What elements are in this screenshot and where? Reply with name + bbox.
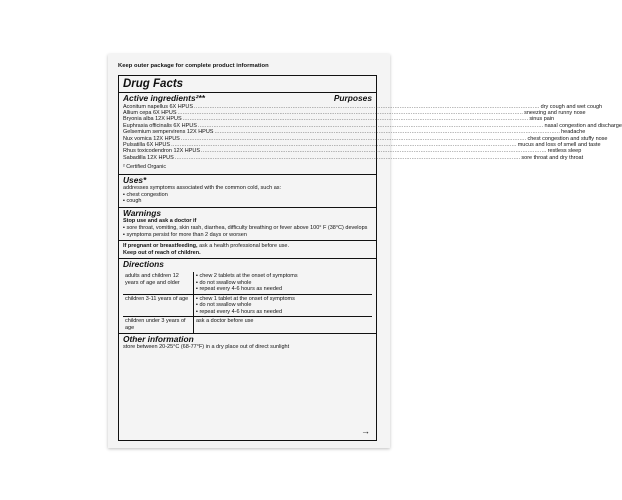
ingredient-name: Bryonia alba 12X HPUS bbox=[123, 116, 182, 123]
uses-intro: addresses symptoms associated with the common cold, such as: bbox=[123, 185, 282, 192]
directions-instructions bbox=[194, 272, 373, 294]
directions-heading: Directions bbox=[123, 259, 164, 270]
package-note: Keep outer package for complete product information bbox=[118, 63, 269, 69]
ingredient-name: Aconitum napellus 6X HPUS bbox=[123, 103, 194, 110]
ask-doctor-heading: Stop use and ask a doctor if bbox=[123, 218, 197, 225]
dot-leader: ........................................................................................................................................................................................................ bbox=[201, 148, 547, 155]
ingredient-purpose: sneezing and runny nose bbox=[524, 109, 586, 116]
directions-table bbox=[123, 272, 372, 333]
ingredient-name: Nux vomica 12X HPUS bbox=[123, 135, 180, 142]
purposes-heading: Purposes bbox=[333, 93, 372, 103]
divider bbox=[119, 240, 376, 241]
direction-item: ▪ chew 1 tablet at the onset of symptoms bbox=[196, 295, 295, 302]
other-information-heading: Other information bbox=[123, 333, 194, 344]
directions-age-group: adults and children 12 years of age and older bbox=[123, 272, 194, 294]
ingredient-name: Sabadilla 12X HPUS bbox=[123, 154, 174, 161]
pregnancy-warning-text: ask a health professional before use. bbox=[197, 243, 289, 250]
dot-leader: ........................................................................................................................................................................................................ bbox=[171, 141, 517, 148]
product-package-panel bbox=[108, 54, 622, 448]
ingredient-name: Rhus toxicodendron 12X HPUS bbox=[123, 148, 201, 155]
pregnancy-warning-bold: If pregnant or breastfeeding, bbox=[123, 243, 198, 250]
directions-row bbox=[123, 294, 372, 317]
directions-instructions bbox=[194, 317, 373, 333]
ingredient-name: Allium cepa 6X HPUS bbox=[123, 109, 177, 116]
dot-leader: ........................................................................................................................................................................................................ bbox=[194, 103, 540, 110]
directions-age-group: children 3-11 years of age bbox=[123, 294, 194, 317]
dot-leader: ........................................................................................................................................................................................................ bbox=[177, 109, 524, 116]
keep-out-of-reach: Keep out of reach of children. bbox=[123, 249, 201, 256]
ingredient-purpose: sinus pain bbox=[529, 116, 555, 123]
warnings-heading: Warnings bbox=[123, 207, 162, 218]
ingredient-purpose: restless sleep bbox=[547, 148, 582, 155]
direction-item: ask a doctor before use bbox=[196, 318, 254, 325]
active-ingredients-heading: Active ingredients²** bbox=[123, 93, 205, 103]
ingredient-name: Gelsemium sempervirens 12X HPUS bbox=[123, 129, 214, 136]
ingredient-row bbox=[123, 154, 584, 161]
direction-item: ▪ chew 2 tablets at the onset of symptoms bbox=[196, 272, 298, 279]
dot-leader: ........................................................................................................................................................................................................ bbox=[197, 122, 544, 129]
direction-item: ▪ repeat every 4-6 hours as needed bbox=[196, 286, 283, 293]
direction-item: ▪ do not swallow whole bbox=[196, 279, 252, 286]
ingredient-name: Euphrasia officinalis 6X HPUS bbox=[123, 122, 197, 129]
directions-row bbox=[123, 317, 372, 333]
drug-facts-panel bbox=[118, 75, 622, 441]
divider bbox=[119, 174, 376, 175]
dot-leader: ........................................................................................................................................................................................................ bbox=[174, 154, 521, 161]
pregnancy-warning bbox=[123, 243, 372, 250]
directions-instructions bbox=[194, 294, 373, 317]
active-ingredients-list bbox=[123, 103, 622, 162]
ingredient-purpose: chest congestion and stuffy nose bbox=[527, 135, 608, 142]
ingredient-name: Pulsatilla 6X HPUS bbox=[123, 141, 171, 148]
direction-item: ▪ repeat every 4-6 hours as needed bbox=[196, 308, 283, 315]
dot-leader: ........................................................................................................................................................................................................ bbox=[180, 135, 527, 142]
uses-heading: Uses* bbox=[123, 174, 147, 185]
uses-item: ▪ cough bbox=[123, 198, 142, 205]
direction-item: ▪ do not swallow whole bbox=[196, 302, 252, 309]
directions-row bbox=[123, 272, 372, 294]
warning-item: ▪ symptoms persist for more than 2 days or worsen bbox=[123, 231, 247, 238]
uses-item: ▪ chest congestion bbox=[123, 191, 168, 198]
storage-info: store between 20-25°C (68-77°F) in a dry place out of direct sunlight bbox=[123, 344, 290, 351]
dot-leader: ........................................................................................................................................................................................................ bbox=[182, 116, 529, 123]
ingredient-purpose: sore throat and dry throat bbox=[521, 154, 584, 161]
active-ingredients-header bbox=[123, 94, 372, 104]
warning-item: ▪ sore throat, vomiting, skin rash, diarrhea, difficulty breathing or fever above 100° F (38°C) develops bbox=[123, 225, 368, 232]
drug-facts-title: Drug Facts bbox=[123, 78, 184, 90]
ingredient-purpose: headache bbox=[561, 129, 586, 136]
dot-leader: ........................................................................................................................................................................................................ bbox=[214, 129, 561, 136]
ingredient-purpose: dry cough and wet cough bbox=[540, 103, 603, 110]
ingredient-purpose: mucus and loss of smell and taste bbox=[517, 141, 601, 148]
arrow-right-icon: → bbox=[361, 426, 370, 436]
certified-organic-note: ² Certified Organic bbox=[123, 164, 166, 171]
ingredient-purpose: nasal congestion and discharge bbox=[544, 122, 622, 129]
directions-age-group: children under 3 years of age bbox=[123, 317, 194, 333]
